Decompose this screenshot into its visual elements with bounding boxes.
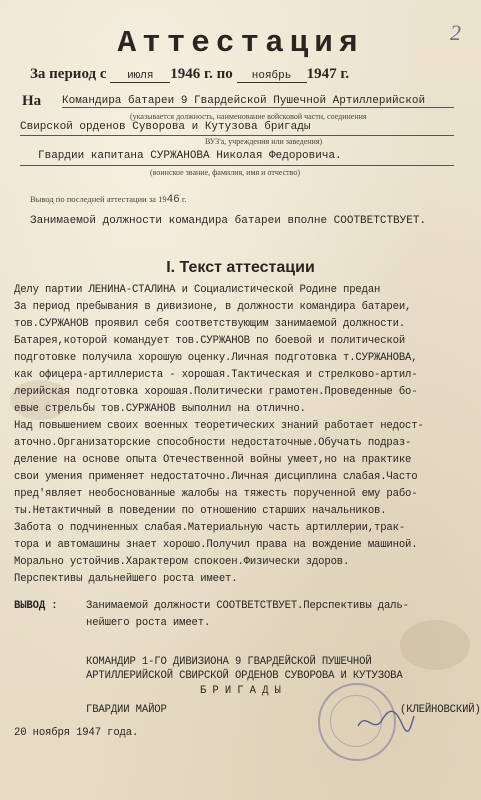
unit-underline: [20, 135, 454, 136]
last-attestation-line: [30, 194, 187, 206]
body-line: деление на основе опыта Отечественной войны умеет,но на практике: [14, 454, 412, 466]
unit-line-1: Командира батареи 9 Гвардейской Пушечной Артиллерийской: [62, 95, 454, 108]
body-line: Делу партии ЛЕНИНА-СТАЛИНА и Социалистической Родине предан: [14, 284, 381, 296]
person-hint: (воинское звание, фамилия, имя и отчество): [150, 168, 301, 177]
period-to-month: ноябрь: [237, 70, 307, 83]
period-prefix: За период с: [30, 66, 107, 82]
body-line: Над повышением своих военных теоретических знаний работает недост-: [14, 420, 424, 432]
conclusion-label: ВЫВОД :: [14, 600, 58, 612]
body-line: лерийская подготовка хорошая.Политически грамотен.Проведенные бо-: [14, 386, 418, 398]
unit-hint: (указывается должность, наименование войсковой части, соединения: [130, 112, 367, 121]
signer-rank: ГВАРДИИ МАЙОР: [86, 704, 167, 716]
body-line: Перспективы дальнейшего роста имеет.: [14, 573, 238, 585]
body-line: Батарея,которой командует тов.СУРЖАНОВ по боевой и политической: [14, 335, 406, 347]
body-line: свои умения применяет недостаточно.Личная дисциплина слабая.Часто: [14, 471, 418, 483]
period-to-year: 1947 г.: [306, 66, 350, 82]
body-line: евые стрельбы тов.СУРЖАНОВ выполнил на отлично.: [14, 403, 306, 415]
document-date: 20 ноября 1947 года.: [14, 727, 139, 739]
signature-line-1: КОМАНДИР 1-ГО ДИВИЗИОНА 9 ГВАРДЕЙСКОЙ ПУШЕЧНОЙ: [86, 656, 372, 668]
body-line: как офицера-артиллериста - хорошая.Тактическая и стрелково-артил-: [14, 369, 418, 381]
body-line: аточно.Организаторские способности недостаточные.Обучать подраз-: [14, 437, 412, 449]
unit-line-2: Свирской орденов Суворова и Кутузова бригады: [20, 121, 311, 133]
signature-line-2: АРТИЛЛЕРИЙСКОЙ СВИРСКОЙ ОРДЕНОВ СУВОРОВА И КУТУЗОВА: [86, 670, 403, 682]
signature-line-3: Б Р И Г А Д Ы: [200, 685, 281, 697]
vuz-hint: ВУЗ'а, учреждения или заведения): [205, 137, 323, 146]
paper-stain: [400, 620, 470, 670]
conclusion-line-1: Занимаемой должности СООТВЕТСТВУЕТ.Перспективы даль-: [86, 600, 409, 612]
body-line: ты.Нетактичный в поведении по отношению старших начальников.: [14, 505, 387, 517]
body-line: пред'являет необоснованные жалобы на тяжесть порученной ему рабо-: [14, 488, 418, 500]
signer-name: (КЛЕЙНОВСКИЙ): [400, 704, 481, 716]
body-line: Морально устойчив.Характером спокоен.Физически здоров.: [14, 556, 350, 568]
period-from-month: июля: [110, 70, 170, 83]
document-title: Аттестация: [117, 26, 364, 61]
attestation-body: [14, 284, 424, 590]
last-attestation-label: Вывод по последней аттестации за 19: [30, 194, 167, 204]
body-line: подготовке получила хорошую оценку.Личная подготовка т.СУРЖАНОВА,: [14, 352, 418, 364]
conclusion-line-2: нейшего роста имеет.: [86, 617, 211, 629]
period-to-label: по: [216, 66, 233, 82]
body-line: Забота о подчиненных слабая.Материальную часть артиллерии,трак-: [14, 522, 406, 534]
body-line: тов.СУРЖАНОВ проявил себя соответствующим занимаемой должности.: [14, 318, 406, 330]
section-title: I. Текст аттестации: [166, 259, 315, 276]
na-label: На: [22, 93, 42, 109]
last-attestation-year: 46: [166, 194, 180, 206]
period-line: [30, 66, 349, 83]
last-attestation-suffix: г.: [181, 194, 187, 204]
person-underline: [20, 165, 454, 166]
body-line: За период пребывания в дивизионе, в должности командира батареи,: [14, 301, 412, 313]
body-line: тора и автомашины знает хорошо.Получил права на вождение машиной.: [14, 539, 418, 551]
person-line: Гвардии капитана СУРЖАНОВА Николая Федоровича.: [38, 150, 342, 162]
page-number: 2: [450, 20, 461, 45]
last-attestation-text: Занимаемой должности командира батареи вполне СООТВЕТСТВУЕТ.: [30, 215, 427, 227]
period-from-year: 1946 г.: [170, 66, 213, 82]
